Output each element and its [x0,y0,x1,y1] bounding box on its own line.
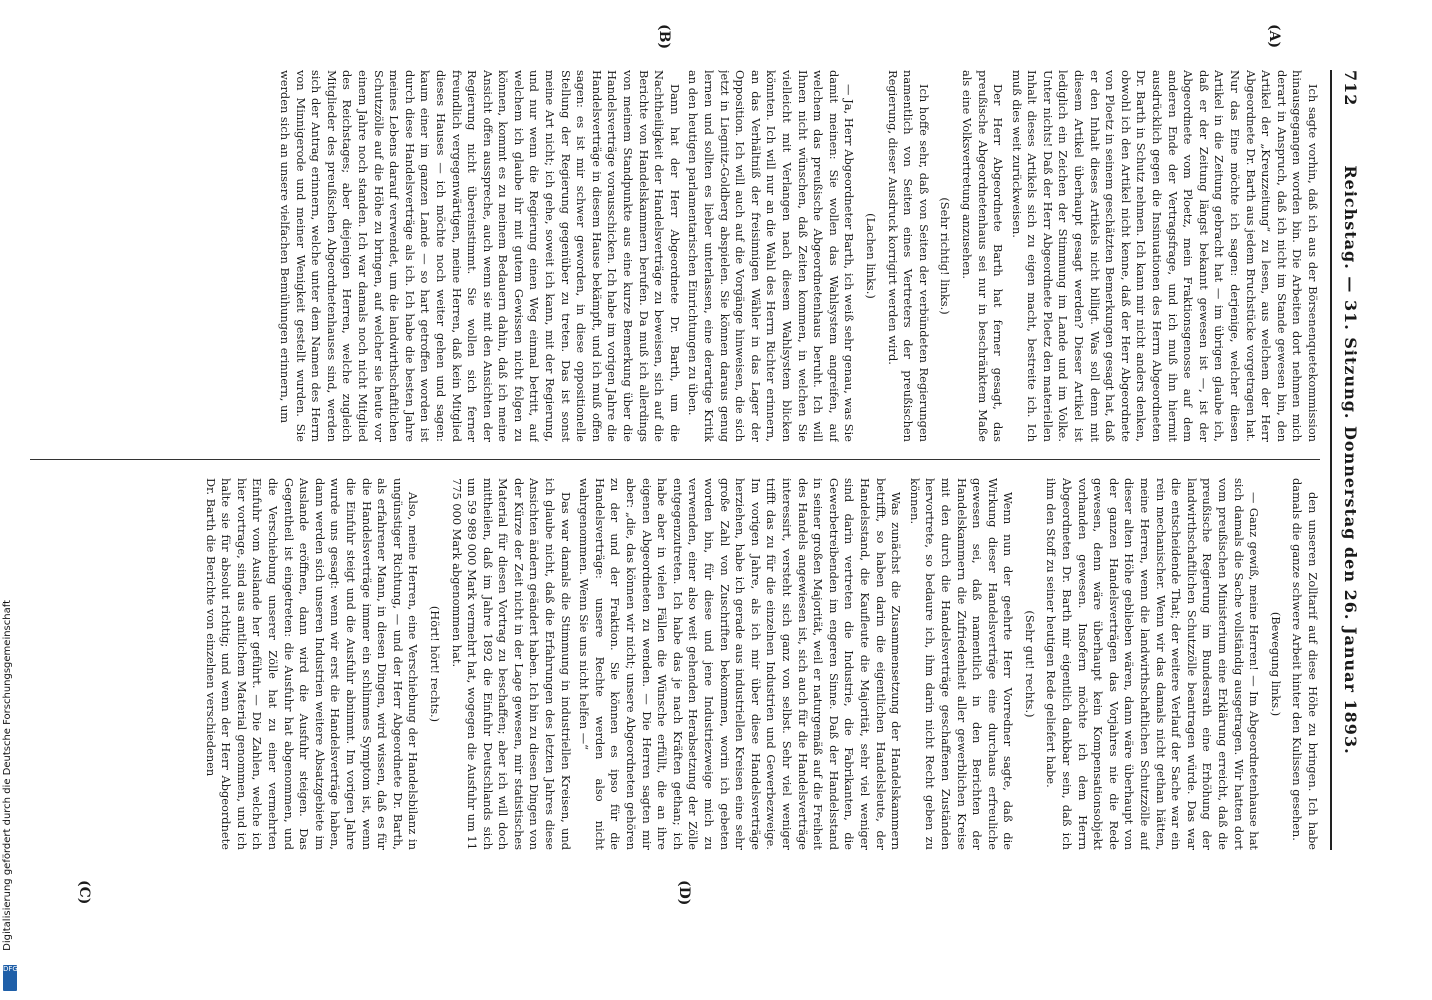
left-column [20,70,1320,442]
paragraph: — Ja, Herr Abgeordneter Barth, ich weiß sehr genau, was Sie damit meinen: Sie wollen das Wahlsystem angreifen, auf welchem das preußische Abgeordnetenhaus beruht. Ich will Ihnen nicht wünschen, daß Zeiten kommen, in welchen Sie vielleicht mit Verlangen nach diesem Wahlsystem blicken könnten. Ich will nur an die Wahl des Herrn Richter erinnern, an das Verhältniß der freisinnigen Wähler in das Lager der Opposition. Ich will auch auf die Vorgänge hinweisen, die sich jetzt in Liegnitz-Goldberg abspielen. Sie können daraus genug lernen und sollten es lieber unterlassen, eine derartige Kritik an den heutigen parlamentarischen Einrichtungen zu üben. [686,70,857,442]
right-column [20,478,1320,850]
interjection: (Sehr richtig! links.) [938,197,953,315]
running-title: Reichstag. — 31. Sitzung. Donnerstag den 26. Januar 1893. [1341,165,1360,755]
paragraph: den unseren Zolltarif auf diese Höhe zu bringen. Ich habe damals die ganze schwere Arbeit hinter den Kulissen gesehen. [1290,478,1320,850]
dfg-logo [3,965,17,991]
paragraph: Was zunächst die Zusammensetzung der Handelskammern betrifft, so haben darin die eigentlichen Handelsleute, der Handelsstand, die Kaufleute die Majorität, sehr viel weniger sind darin vertreten die Industrie, die Fabrikanten, die Gewerbetreibenden im engeren Sinne. Daß der Handelsstand in seiner großen Majorität, weil er naturgemäß auf die Freiheit des Handels angewiesen ist, sich auch für die Handelsverträge interessirt, versteht sich ganz von selbst. Sehr viel weniger trifft das zu für die einzelnen Industrien und Gewerbezweige. Im vorigen Jahre, als ich mir über diese Handelsverträge herziehen, habe ich gerade aus industriellen Kreisen eine sehr große Zahl von Zuschriften bekommen, worin ich gebeten worden bin, für diese und jene Industriezweige mich zu verwenden, einer also weit gehenden Herabsetzung der Zölle entgegenzutreten. Ich habe das je nach Kräften gethan; ich habe aber in vielen Fällen die Wünsche erfüllt, die an ihre eigenen Abgeordneten zu wenden. — Die Herren sagten mir aber: „die, das können wir nicht; unsere Abgeordneten gehören zu der und der Fraktion. Sie können es ipso für die Handelsverträge: unsere Rechte werden also nicht wahrgenommen. Wenn Sie uns nicht helfen —“ [577,478,904,850]
interjection: (Lachen links.) [863,213,878,299]
margin-label-a: (A) [1266,24,1282,49]
dfg-logo-text: DFG [3,965,18,973]
margin-label-b: (B) [656,24,672,50]
interjection: (Hört! hört! rechts.) [427,605,442,723]
interjection: (Bewegung links.) [1268,611,1283,717]
page-header [1334,70,1362,850]
header-rule [1330,70,1332,850]
interjection: (Sehr gut! rechts.) [1022,610,1037,718]
paragraph: Also, meine Herren, eine Verschiebung der Handelsbilanz in ungünstiger Richtung, — und der Herr Abgeordnete Dr. Barth, als erfahrener Mann, in diesen Dingen, wird wissen, daß es für die Handelsverträge immer ein schlimmes Symptom ist, wenn die Einfuhr steigt und die Ausfuhr abnimmt. Im vorigen Jahre wurde uns gesagt: wenn wir erst die Handelsverträge haben, dann werden sich unseren Industrien weitere Absatzgebiete im Auslande eröffnen, dann wird die Ausfuhr steigen. Das Gegentheil ist eingetreten: die Ausfuhr hat abgenommen, und die Verschiebung unserer Zölle hat zu einer vermehrten Einfuhr vom Auslande her geführt. — Die Zahlen, welche ich hier vortrage, sind aus amtlichem Material genommen, und ich halte sie für absolut richtig; und wenn der Herr Abgeordnete Dr. Barth die Berichte von einzelnen verschiedenen [203,478,421,850]
margin-label-d: (D) [676,880,692,906]
paragraph: Wenn nun der geehrte Herr Vorredner sagte, daß die Wirkung dieser Handelsverträge eine durchaus erfreuliche gewesen sei, daß namentlich in den Berichten der Handelskammern die Zufriedenheit aller gewerblichen Kreise mit den durch die Handelsverträge geschaffenen Zuständen hervortrete, so bedaure ich, ihm darin nicht Recht geben zu können. [907,478,1016,850]
paragraph: Dann hat der Herr Abgeordnete Dr. Barth, um die Nachtheiligkeit der Handelsverträge zu beweisen, sich auf die Berichte von Handelskammern berufen. Da muß ich allerdings von meinem Standpunkte aus eine kurze Bemerkung über die Handelsverträge vorausschicken. Ich habe im vorigen Jahre die Handelsverträge in diesem Hause bekämpft, und ich muß offen sagen: es ist mir schwer geworden, in diese oppositionelle Stellung der Regierung gegenüber zu treten. Das ist sonst meine Art nicht; ich gehe, soweit ich kann, mit der Regierung, und nur wenn die Regierung einen Weg einmal betritt, auf welchem ich glaube ihr mit gutem Gewissen nicht folgen zu können, kommt es zu meinem Bedauern dahin, daß ich meine Ansicht offen ausspreche, auch wenn sie mit den Ansichten der Regierung nicht übereinstimmt. Sie wollen sich ferner freundlich vergegenwärtigen, meine Herren, daß kein Mitglied dieses Hauses — ich möchte noch weiter gehen und sagen: kaum einer im ganzen Lande — so hart getroffen worden ist durch diese Handelsverträge als ich. Ich habe die besten Jahre meines Lebens darauf verwendet, um die landwirthschaftlichen Schutzzölle auf die Höhe zu bringen, auf welcher sie heute vor einem Jahre noch standen. Ich war damals noch nicht Mitglied des Reichstages; aber diejenigen Herren, welche zugleich Mitglieder des preußischen Abgeordnetenhauses sind, werden sich der Antrag erinnern, welche unter dem Namen des Herrn von Minnigerode und meiner Wenigkeit gestellt wurden. Sie werden sich an unsere vielfachen Bemühungen erinnern, um [278,70,682,442]
paragraph: Ich sagte vorhin, daß ich aus der Börsenenquetekommission hinausgegangen worden bin. Die Arbeiten dort nehmen mich derart in Anspruch, daß ich nicht im Stande gewesen bin, den Artikel der „Kreuzzeitung“ zu lesen, aus welchem der Herr Abgeordnete Dr. Barth aus jedem Bruchstücke vorgetragen hat. Nur das Eine möchte ich sagen: derjenige, welcher diesen Artikel in die Zeitung gebracht hat — im übrigen glaube ich, daß er der Zeitung längst bekannt gewesen ist —, ist der Abgeordnete vom Ploetz, mein Fraktionsgenosse auf dem anderen Ende der Vertragsfrage, und ich muß ihn hiermit ausdrücklich gegen die Insinuationen des Herrn Abgeordneten Dr. Barth in Schutz nehmen. Ich kann mir nicht anders denken, obwohl ich den Artikel nicht kenne, daß der Herr Abgeordnete von Ploetz in seinem geschätzten Bemerkungen gesagt hat, daß er den Inhalt dieses Artikels nicht billigt. Was soll denn mit diesem Artikel überhaupt gesagt werden? Dieser Artikel ist lediglich ein Zeichen der Stimmung im Lande und im Volke. Unter nichts! Daß der Herr Abgeordnete Ploetz den materiellen Inhalt dieses Artikels sich zu eigen macht, bestreite ich. Ich muß dies weit zurückweisen. [1009,70,1320,442]
paragraph: — Ganz gewiß, meine Herren! — Im Abgeordnetenhause hat sich damals die Sache vollständig ausgetragen. Wir hatten dort vom preußischen Ministerium eine Erklärung erreicht, daß die preußische Regierung im Bundesrath eine Erhöhung der landwirthschaftlichen Schutzzölle beantragen würde. Das war die entscheidende That; der weitere Verlauf der Sache war ein rein mechanischer. Wenn wir das damals nicht gethan hätten, meine Herren, wenn die landwirthschaftlichen Schutzzölle auf dieser alten Höhe geblieben wären, dann wäre überhaupt von der ganzen Handelsverträgen das Vorjahres nie die Rede gewesen, denn wäre überhaupt kein Kompensationsobjekt vorhanden gewesen. Insofern möchte ich dem Herrn Abgeordneten Dr. Barth mir eigentlich dankbar sein, daß ich ihm den Stoff zu seiner heutigen Rede geliefert habe. [1044,478,1262,850]
margin-label-c: (C) [76,880,92,905]
page-number: 712 [1341,70,1360,107]
digitization-credit: Digitalisierung gefördert durch die Deutsche Forschungsgemeinschaft [2,600,13,951]
paragraph: Ich hoffe sehr, daß von Seiten der verbündeten Regierungen namentlich von Seiten eines Vertreters der preußischen Regierung, dieser Ausdruck korrigirt werden wird. [885,70,931,442]
column-divider [30,459,1320,460]
paragraph: Der Herr Abgeordnete Barth hat ferner gesagt, das preußische Abgeordnetenhaus sei nur in beschränktem Maße als eine Volksvertretung anzusehen. [959,70,1006,442]
paragraph: Das war damals die Stimmung in industriellen Kreisen, und ich glaube nicht, daß die Erfahrungen des letzten Jahres diese Ansichten ändern geändert haben. Ich bin zu diesen Dingen von der Kürze der Zeit nicht in der Lage gewesen, mir statistisches Material für diesen Vortrag zu beschaffen; aber ich will doch mittheilen, daß im Jahre 1892 die Einfuhr Deutschlands sich um 59 989 000 Mark vermehrt hat, wogegen die Ausfuhr um 11 775 000 Mark abgenommen hat. [449,478,573,850]
